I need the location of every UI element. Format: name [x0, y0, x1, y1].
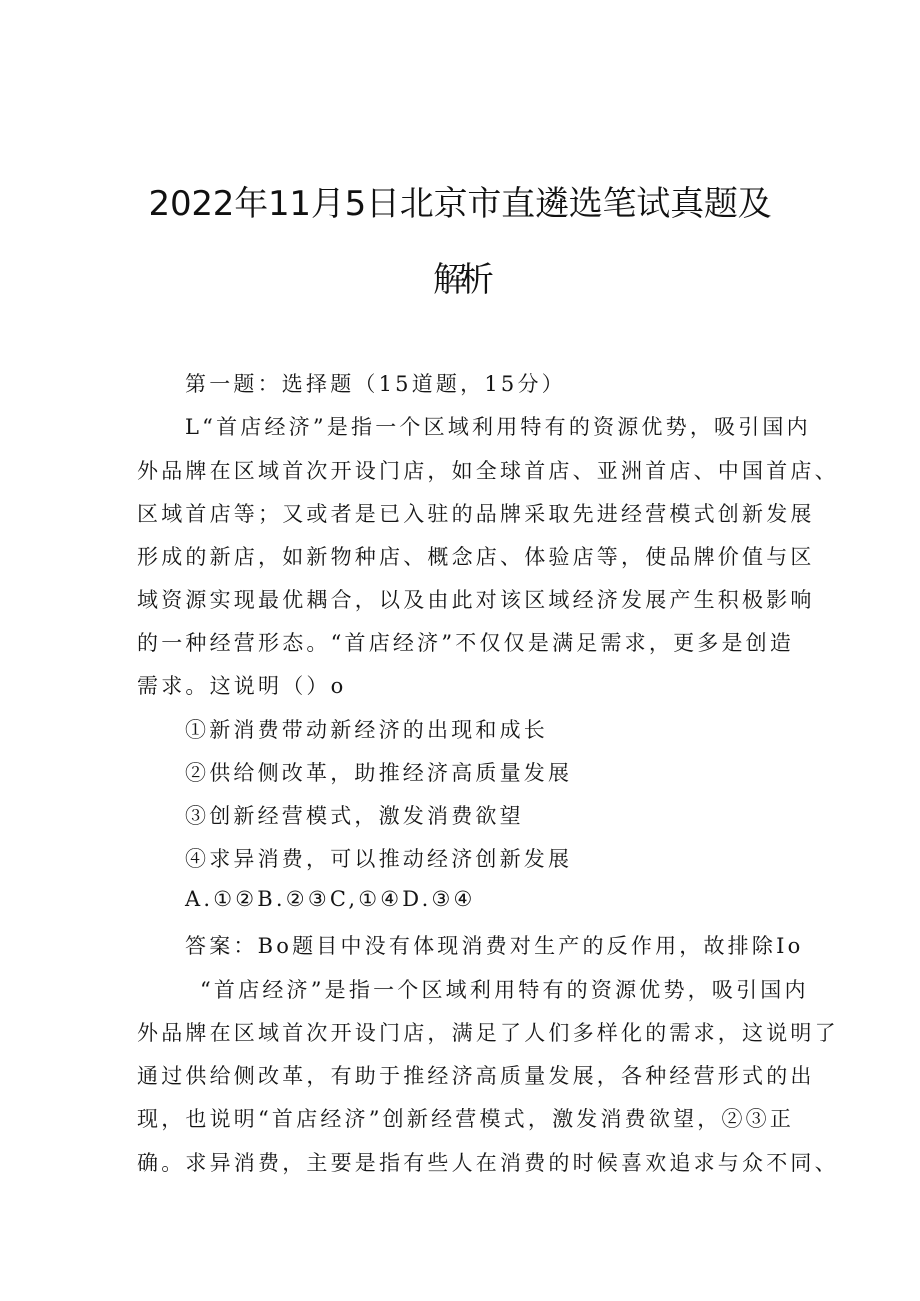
option-statement-4: ④求异消费，可以推动经济创新发展 — [185, 847, 573, 871]
option-statement-2: ②供给侧改革，助推经济高质量发展 — [185, 761, 573, 785]
question-paragraph-line: 需求。这说明（）o — [137, 674, 347, 698]
option-statement-3: ③创新经营模式，激发消费欲望 — [185, 804, 524, 828]
explanation-paragraph-line: 确。求异消费，主要是指有些人在消费的时候喜欢追求与众不同、 — [137, 1151, 839, 1175]
question-paragraph-line: 域资源实现最优耦合，以及由此对该区域经济发展产生积极影响 — [137, 588, 815, 612]
option-statement-1: ①新消费带动新经济的出现和成长 — [185, 718, 548, 742]
page-title-line-1: 2022年11月5日北京市直遴选笔试真题及 — [148, 184, 772, 224]
question-paragraph-line: 外品牌在区域首次开设门店，如全球首店、亚洲首店、中国首店、 — [137, 459, 839, 483]
explanation-paragraph-line: 现，也说明“首店经济”创新经营模式，激发消费欲望，②③正 — [137, 1107, 795, 1131]
question-paragraph-line: L“首店经济”是指一个区域利用特有的资源优势，吸引国内 — [185, 415, 811, 439]
explanation-paragraph-line: “首店经济”是指一个区域利用特有的资源优势，吸引国内 — [200, 978, 809, 1002]
question-paragraph-line: 形成的新店，如新物种店、概念店、体验店等，使品牌价值与区 — [137, 545, 815, 569]
explanation-paragraph-line: 通过供给侧改革，有助于推经济高质量发展，各种经营形式的出 — [137, 1064, 815, 1088]
section-heading: 第一题：选择题（15道题，15分） — [185, 372, 566, 396]
question-paragraph-line: 的一种经营形态。“首店经济”不仅仅是满足需求，更多是创造 — [137, 631, 795, 655]
question-paragraph-line: 区域首店等；又或者是已入驻的品牌采取先进经营模式创新发展 — [137, 502, 815, 526]
page-title-line-2: 解析 — [433, 260, 487, 300]
answer-line: 答案：Bo题目中没有体现消费对生产的反作用，故排除Io — [185, 934, 804, 958]
answer-choices: A.①②B.②③C,①④D.③④ — [185, 887, 476, 911]
explanation-paragraph-line: 外品牌在区域首次开设门店，满足了人们多样化的需求，这说明了 — [137, 1021, 839, 1045]
